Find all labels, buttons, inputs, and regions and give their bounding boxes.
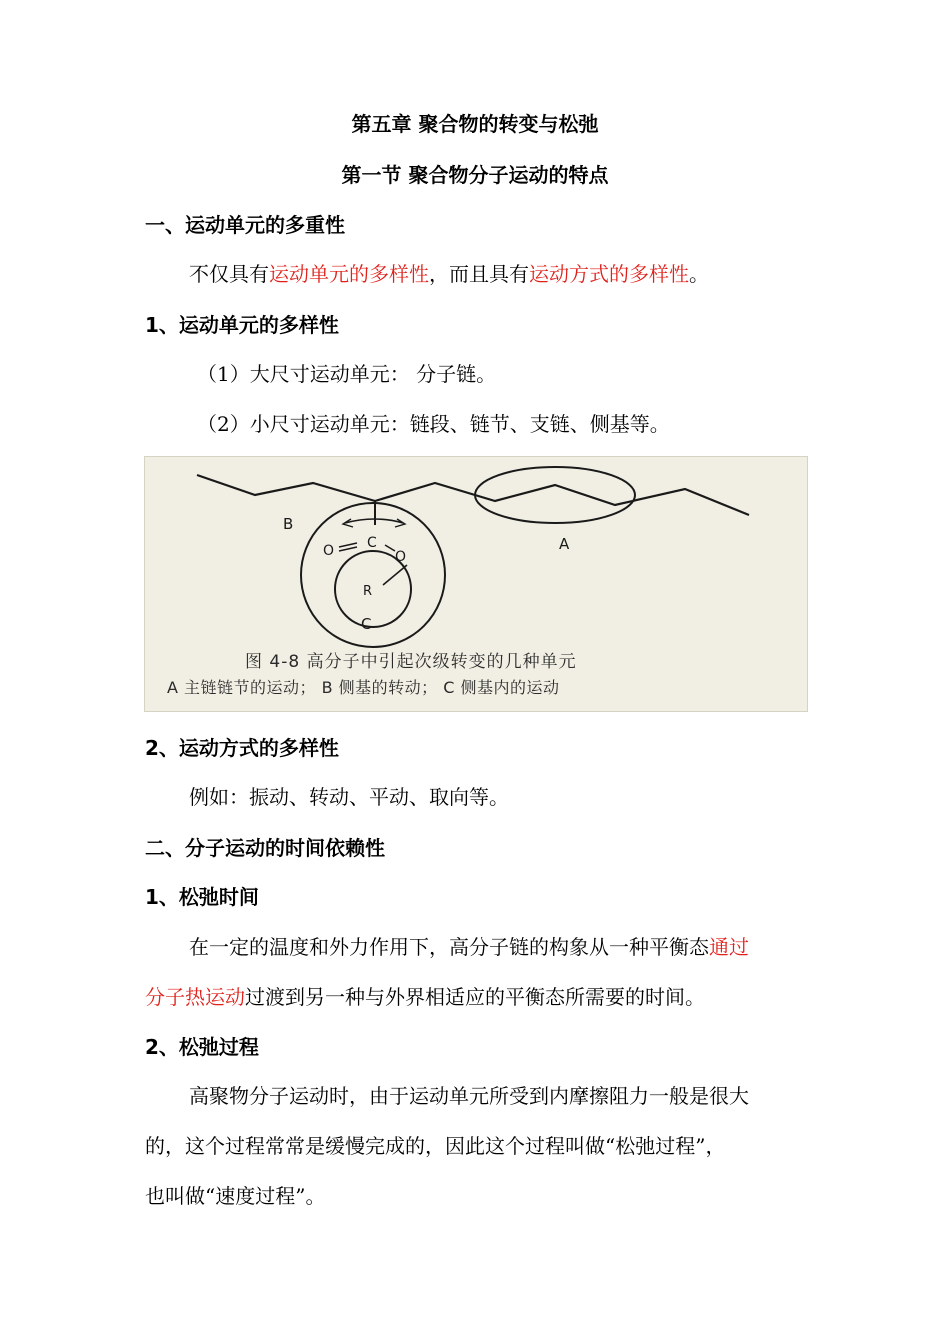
heading-motion-units: 1、运动单元的多样性	[145, 313, 339, 337]
label-a: A	[559, 535, 570, 553]
label-r: R	[363, 584, 373, 599]
intro-paragraph	[145, 258, 810, 287]
circle-b	[301, 503, 445, 647]
label-carbon: C	[367, 535, 377, 551]
list-item	[145, 358, 810, 387]
relaxation-time-text-2: 过渡到另一种与外界相适应的平衡态所需要的时间。	[245, 985, 705, 1009]
molecule-diagram	[145, 457, 807, 711]
relaxation-process-line-3: 也叫做“速度过程”。	[145, 1184, 326, 1208]
heading-motion-modes: 2、运动方式的多样性	[145, 736, 339, 760]
modes-text: 例如：振动、转动、平动、取向等。	[189, 785, 509, 809]
label-oxygen-2: O	[395, 549, 407, 565]
label-b: B	[283, 515, 294, 533]
list-item-text: （2）小尺寸运动单元：链段、链节、支链、侧基等。	[197, 412, 670, 436]
relaxation-process-line-2: 的，这个过程常常是缓慢完成的，因此这个过程叫做“松弛过程”，	[145, 1134, 726, 1158]
relaxation-time-highlight-2: 分子热运动	[145, 985, 245, 1009]
section-title: 第一节 聚合物分子运动的特点	[341, 163, 609, 187]
label-oxygen-1: O	[323, 543, 335, 559]
relaxation-time-text-1: 在一定的温度和外力作用下，高分子链的构象从一种平衡态	[189, 935, 709, 959]
backbone-chain-left	[197, 475, 375, 501]
intro-highlight-1: 运动单元的多样性	[269, 262, 429, 286]
relaxation-process-text-1: 高聚物分子运动时，由于运动单元所受到内摩擦阻力一般是很大	[189, 1084, 749, 1108]
chapter-title: 第五章 聚合物的转变与松弛	[351, 112, 599, 136]
label-c: C	[361, 615, 372, 633]
heading-part1: 一、运动单元的多重性	[145, 213, 345, 237]
figure-motion-units	[144, 456, 808, 712]
intro-text-1: 不仅具有	[189, 262, 269, 286]
relaxation-time-highlight-1: 通过	[709, 935, 749, 959]
figure-caption: 图 4-8 高分子中引起次级转变的几种单元	[245, 652, 577, 672]
circle-a	[475, 467, 635, 523]
relaxation-time-line-1	[145, 931, 810, 960]
list-item	[145, 408, 810, 437]
modes-paragraph	[145, 781, 810, 810]
intro-highlight-2: 运动方式的多样性	[529, 262, 689, 286]
heading-relaxation-time: 1、松弛时间	[145, 885, 259, 909]
heading-relaxation-process: 2、松弛过程	[145, 1035, 259, 1059]
figure-legend: A 主链链节的运动； B 侧基的转动； C 侧基内的运动	[167, 678, 560, 697]
relaxation-time-line-2	[145, 981, 810, 1010]
intro-text-3: 。	[689, 262, 709, 286]
list-item-text: （1）大尺寸运动单元： 分子链。	[197, 362, 497, 386]
heading-part2: 二、分子运动的时间依赖性	[145, 836, 385, 860]
intro-text-2: ，而且具有	[429, 262, 529, 286]
relaxation-process-line-1	[145, 1080, 810, 1109]
backbone-chain-right	[375, 483, 749, 515]
